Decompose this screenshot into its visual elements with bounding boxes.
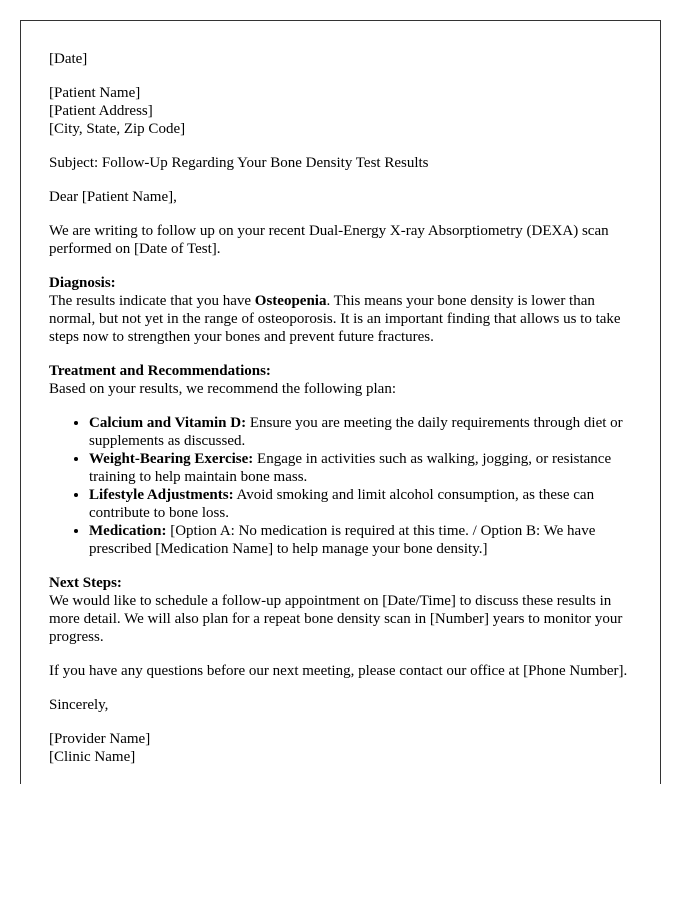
recommendation-list: [49, 414, 632, 558]
item-label: Medication:: [89, 523, 167, 539]
letter-date: [Date]: [49, 51, 88, 67]
treatment-section: [49, 362, 632, 558]
list-item: [89, 486, 632, 522]
greeting: Dear [Patient Name],: [49, 189, 177, 205]
contact-paragraph: If you have any questions before our next meeting, please contact our office at [Phone Number].: [49, 663, 628, 679]
treatment-heading: Treatment and Recommendations:: [49, 363, 271, 379]
item-text: [Option A: No medication is required at this time. / Option B: We have prescribed [Medication Name] to help manage your bone density.]: [89, 523, 596, 557]
diagnosis-condition: Osteopenia: [254, 293, 327, 309]
diagnosis-text-before: The results indicate that you have: [49, 293, 255, 309]
list-item: [89, 450, 632, 486]
diagnosis-text-after: . This means your bone density is lower than normal, but not yet in the range of osteoporosis. It is an important finding that allows us to take steps now to strengthen your bones and prevent future fractures.: [49, 293, 621, 345]
closing: Sincerely,: [49, 697, 109, 713]
recipient-street: [Patient Address]: [49, 103, 153, 119]
letter: [20, 20, 661, 784]
subject-line: Subject: Follow-Up Regarding Your Bone Density Test Results: [49, 155, 429, 171]
next-steps-heading: Next Steps:: [49, 575, 122, 591]
diagnosis-section: [49, 274, 632, 346]
recipient-address: [49, 84, 632, 138]
recipient-name: [Patient Name]: [49, 85, 141, 101]
next-steps-text: We would like to schedule a follow-up appointment on [Date/Time] to discuss these results in more detail. We will also plan for a repeat bone density scan in [Number] years to monitor your progress.: [49, 593, 623, 645]
intro-paragraph: We are writing to follow up on your recent Dual-Energy X-ray Absorptiometry (DEXA) scan performed on [Date of Test].: [49, 223, 609, 257]
item-label: Weight-Bearing Exercise:: [89, 451, 254, 467]
diagnosis-text: [49, 292, 632, 346]
item-label: Lifestyle Adjustments:: [89, 487, 234, 503]
clinic-name: [Clinic Name]: [49, 749, 136, 765]
provider-name: [Provider Name]: [49, 731, 151, 747]
item-text: Avoid smoking and limit alcohol consumption, as these can contribute to bone loss.: [89, 487, 595, 521]
treatment-intro: Based on your results, we recommend the following plan:: [49, 381, 397, 397]
list-item: [89, 522, 632, 558]
item-text: Engage in activities such as walking, jogging, or resistance training to help maintain bone mass.: [89, 451, 612, 485]
list-item: [89, 414, 632, 450]
diagnosis-heading: Diagnosis:: [49, 275, 116, 291]
item-label: Calcium and Vitamin D:: [89, 415, 247, 431]
item-text: Ensure you are meeting the daily requirements through diet or supplements as discussed.: [89, 415, 623, 449]
signature: [49, 730, 632, 766]
recipient-city: [City, State, Zip Code]: [49, 121, 186, 137]
next-steps-section: [49, 574, 632, 646]
